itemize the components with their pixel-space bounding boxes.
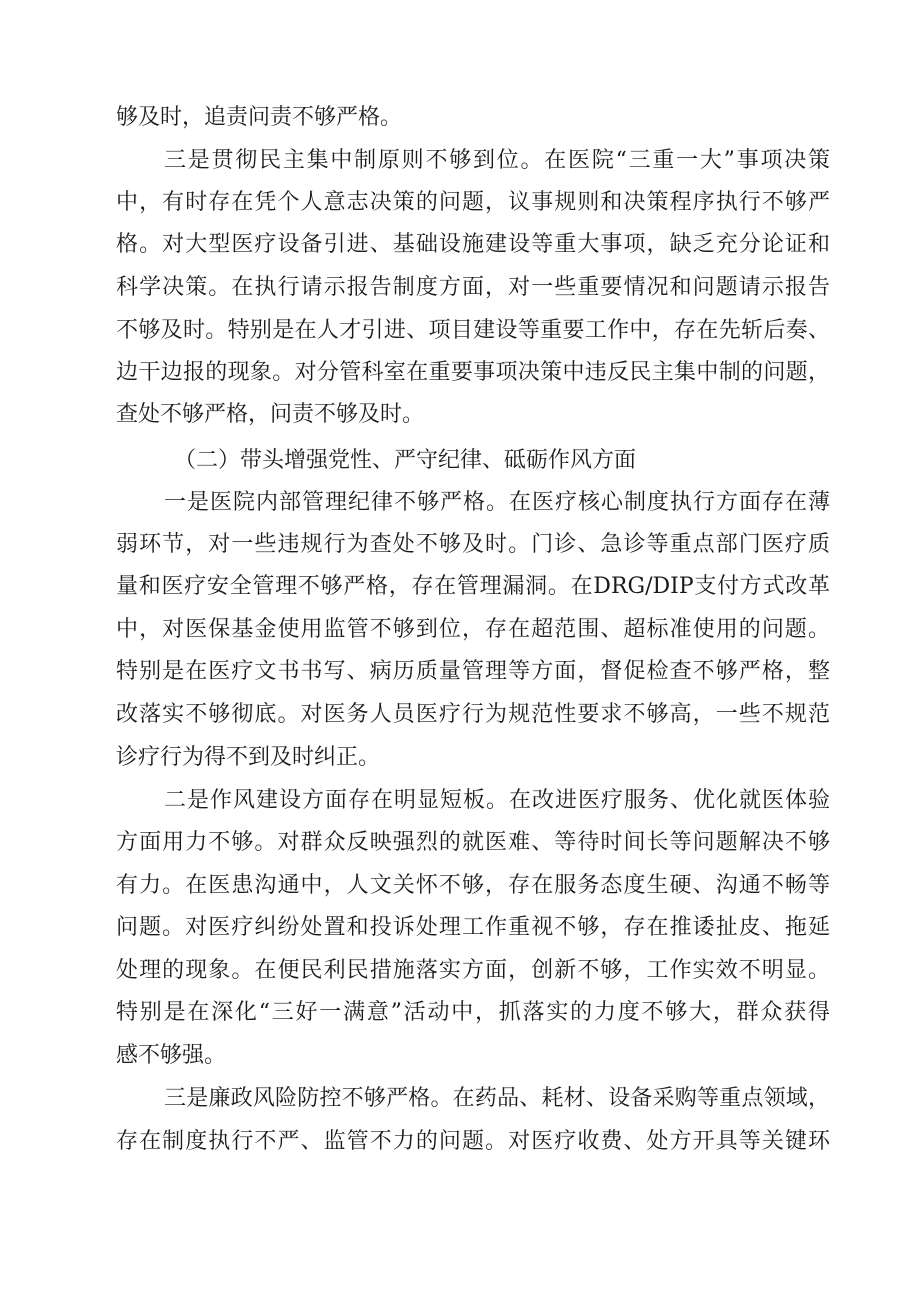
paragraph-start: 二是作风建设方面存在明显短板。在改进医疗服务、优化就医体验 [164,788,830,813]
text-line: 格。对大型医疗设备引进、基础设施建设等重大事项，缺乏充分论证和 [116,232,830,257]
text-line: 诊疗行为得不到及时纠正。 [116,745,381,770]
text-line: 量和医疗安全管理不够严格，存在管理漏洞。在DRG/DIP支付方式改革 [116,574,830,599]
text-line: 问题。对医疗纠纷处置和投诉处理工作重视不够，存在推诿扯皮、拖延 [116,915,830,940]
paragraph-start: 三是贯彻民主集中制原则不够到位。在医院“三重一大”事项决策 [164,148,830,173]
text-line: 处理的现象。在便民利民措施落实方面，创新不够，工作实效不明显。 [116,958,830,983]
text-line: 中，对医保基金使用监管不够到位，存在超范围、超标准使用的问题。 [116,617,830,642]
paragraph-start: 一是医院内部管理纪律不够严格。在医疗核心制度执行方面存在薄 [164,490,830,515]
text-line: 中，有时存在凭个人意志决策的问题，议事规则和决策程序执行不够严 [116,190,830,215]
text-line: 特别是在医疗文书书写、病历质量管理等方面，督促检查不够严格，整 [116,659,830,684]
section-heading: （二）带头增强党性、严守纪律、砥砺作风方面 [174,448,637,473]
text-line: 方面用力不够。对群众反映强烈的就医难、等待时间长等问题解决不够 [116,830,830,855]
text-line: 感不够强。 [116,1043,227,1068]
text-line: 存在制度执行不严、监管不力的问题。对医疗收费、处方开具等关键环 [116,1129,830,1154]
text-line: 边干边报的现象。对分管科室在重要事项决策中违反民主集中制的问题， [116,360,830,385]
text-line: 查处不够严格，问责不够及时。 [116,402,425,427]
text-line: 科学决策。在执行请示报告制度方面，对一些重要情况和问题请示报告 [116,275,830,300]
text-line: 特别是在深化“三好一满意”活动中，抓落实的力度不够大，群众获得 [116,1000,830,1025]
paragraph-start: 三是廉政风险防控不够严格。在药品、耗材、设备采购等重点领域， [164,1086,830,1111]
text-line: 够及时，追责问责不够严格。 [116,105,403,130]
text-line: 弱环节，对一些违规行为查处不够及时。门诊、急诊等重点部门医疗质 [116,532,830,557]
text-line: 有力。在医患沟通中，人文关怀不够，存在服务态度生硬、沟通不畅等 [116,873,830,898]
text-line: 改落实不够彻底。对医务人员医疗行为规范性要求不够高，一些不规范 [116,702,830,727]
text-line: 不够及时。特别是在人才引进、项目建设等重要工作中，存在先斩后奏、 [116,318,830,343]
